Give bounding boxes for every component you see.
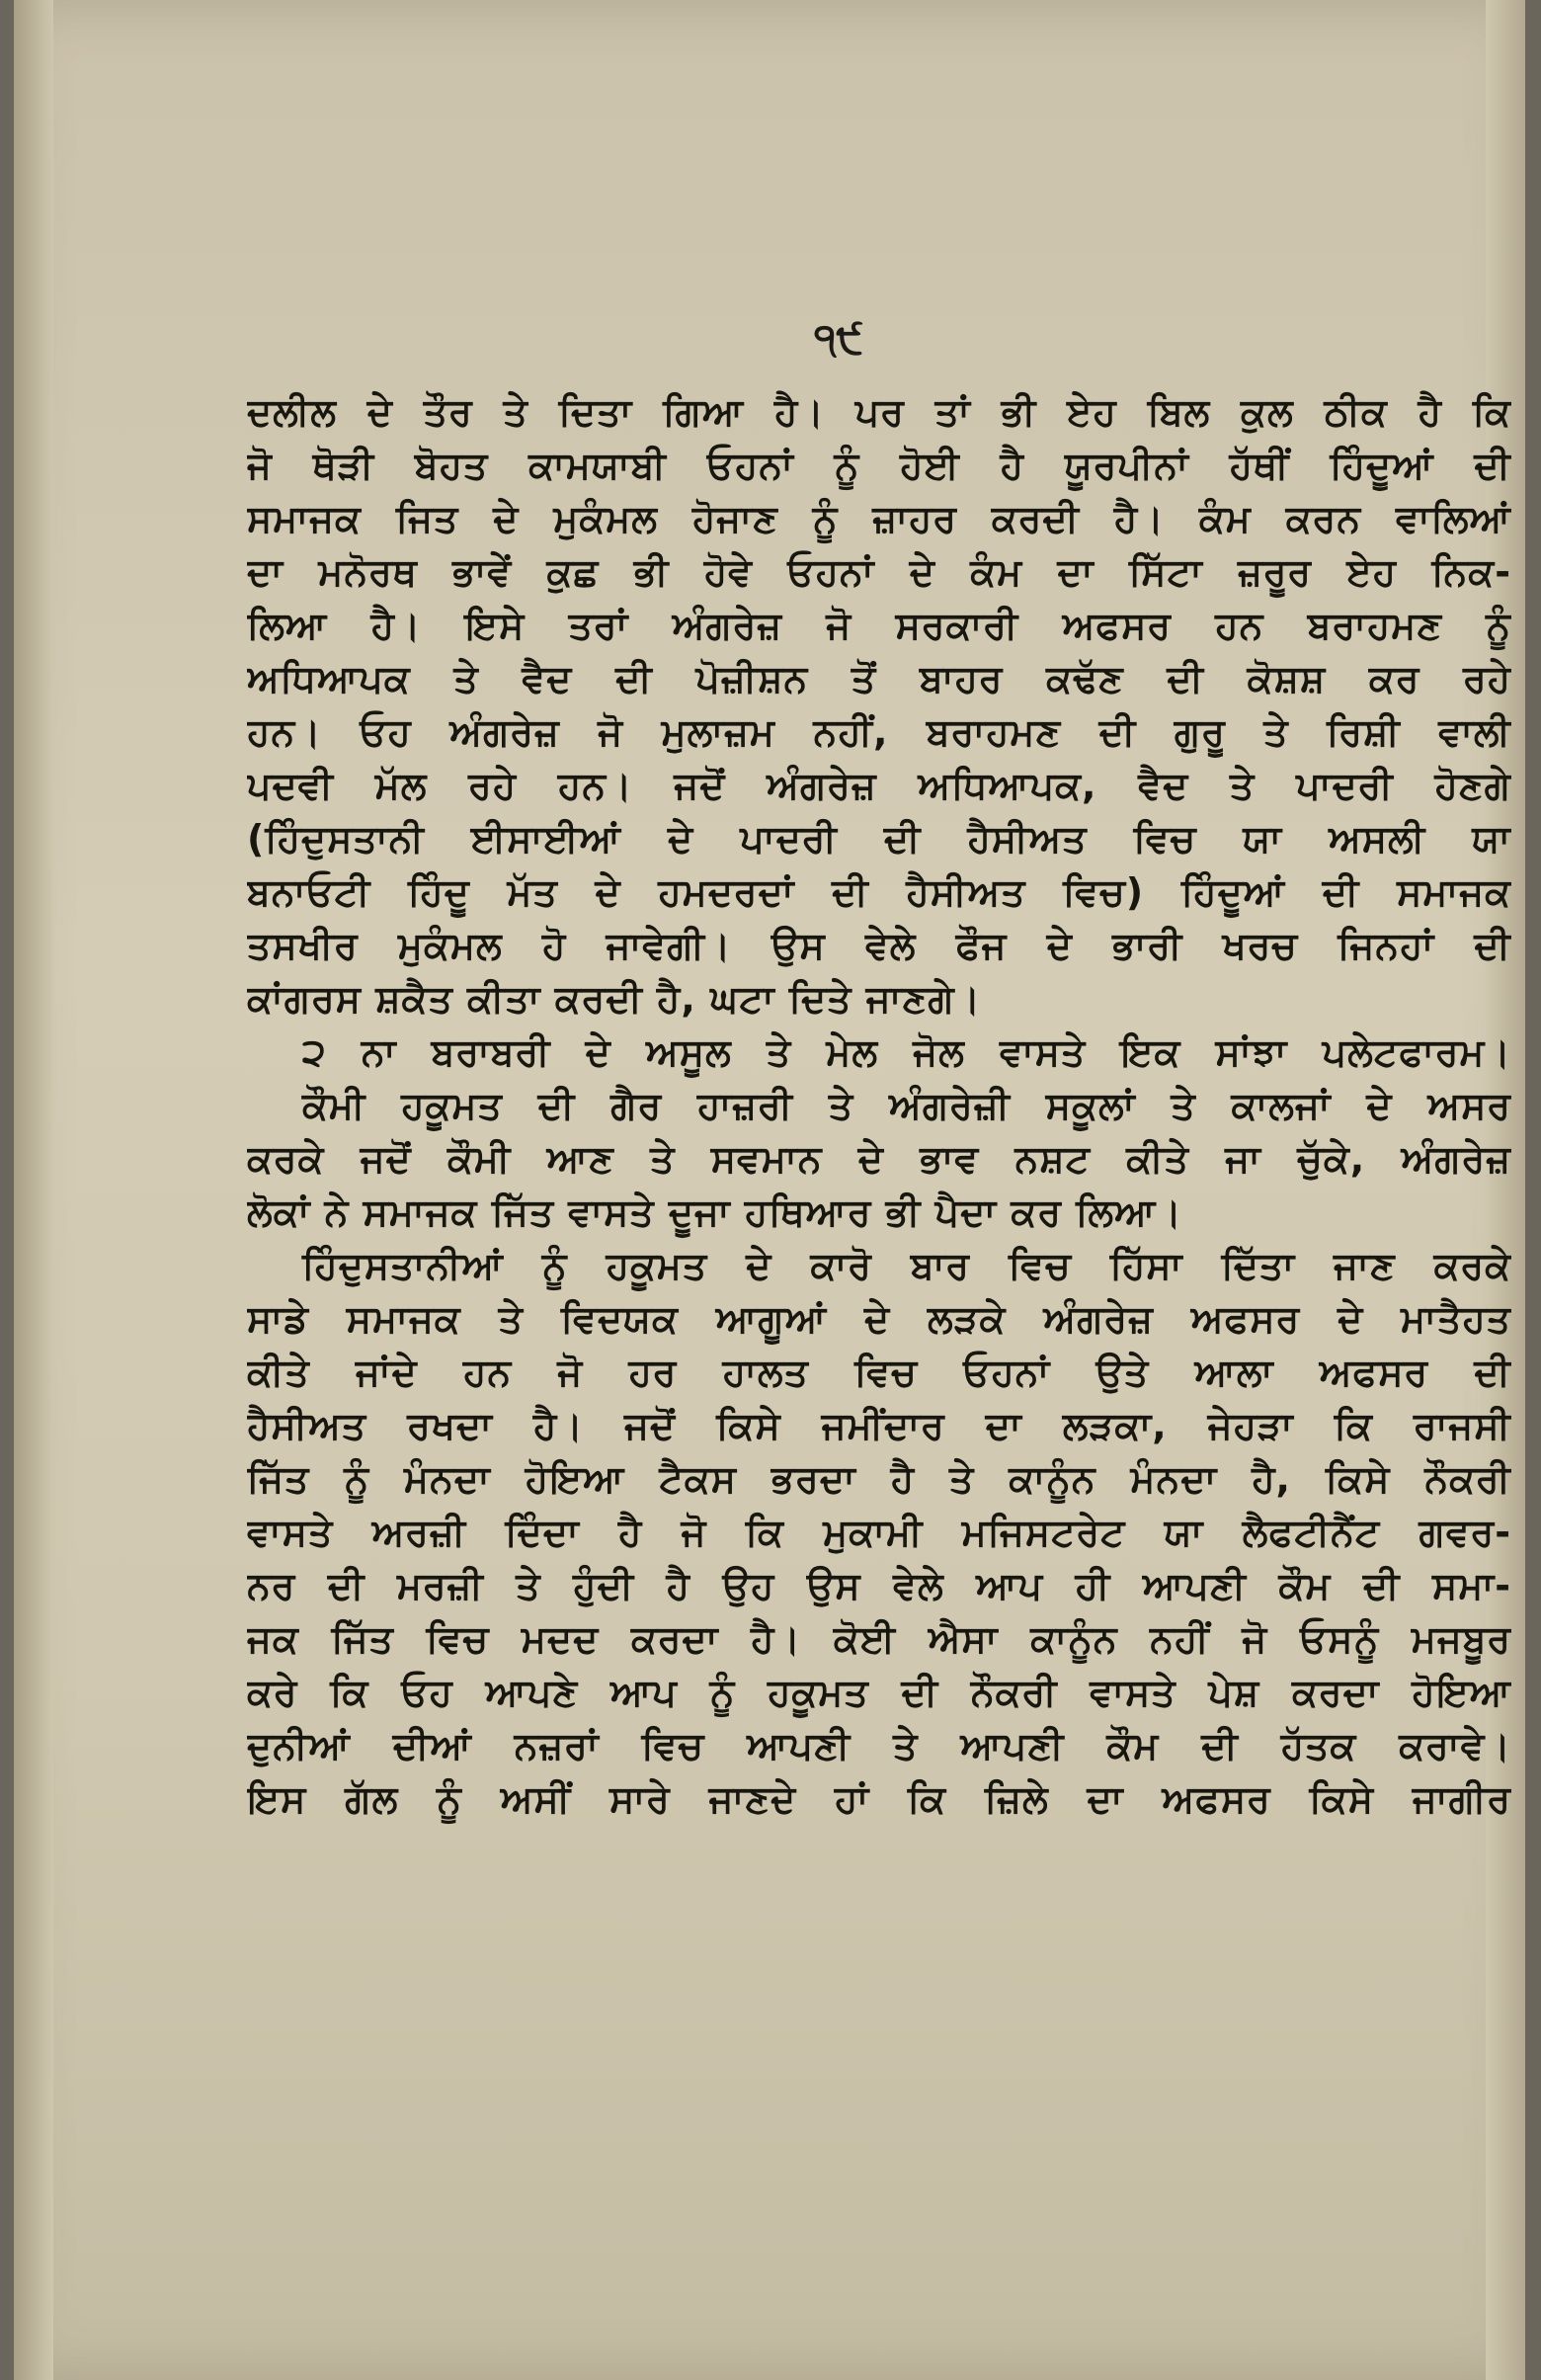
text-line: ਜੋ ਥੋੜੀ ਬੋਹਤ ਕਾਮਯਾਬੀ ਓਹਨਾਂ ਨੂੰ ਹੋਈ ਹੈ ਯੂਰਪੀਨਾਂ ਹੱਥੀਂ ਹਿੰਦੂਆਂ ਦੀ bbox=[247, 444, 1511, 487]
text-line: ਕੀਤੇ ਜਾਂਦੇ ਹਨ ਜੋ ਹਰ ਹਾਲਤ ਵਿਚ ਓਹਨਾਂ ਉਤੇ ਆਲਾ ਅਫਸਰ ਦੀ bbox=[247, 1351, 1511, 1394]
text-line: ਦਲੀਲ ਦੇ ਤੌਰ ਤੇ ਦਿਤਾ ਗਿਆ ਹੈ। ਪਰ ਤਾਂ ਭੀ ਏਹ ਬਿਲ ਕੁਲ ਠੀਕ ਹੈ ਕਿ bbox=[247, 390, 1511, 434]
text-line: ਜਕ ਜਿੱਤ ਵਿਚ ਮਦਦ ਕਰਦਾ ਹੈ। ਕੋਈ ਐਸਾ ਕਾਨੂੰਨ ਨਹੀਂ ਜੋ ਓਸਨੂੰ ਮਜਬੂਰ bbox=[247, 1617, 1511, 1661]
page-edge-left bbox=[14, 0, 53, 2380]
text-line: ਹਨ। ਓਹ ਅੰਗਰੇਜ਼ ਜੋ ਮੁਲਾਜ਼ਮ ਨਹੀਂ, ਬਰਾਹਮਣ ਦੀ ਗੁਰੂ ਤੇ ਰਿਸ਼ੀ ਵਾਲੀ bbox=[247, 710, 1511, 754]
paragraph-start-line: ਕੌਮੀ ਹਕੂਮਤ ਦੀ ਗੈਰ ਹਾਜ਼ਰੀ ਤੇ ਅੰਗਰੇਜ਼ੀ ਸਕੂਲਾਂ ਤੇ ਕਾਲਜਾਂ ਦੇ ਅਸਰ bbox=[302, 1084, 1511, 1127]
text-line: ਨਰ ਦੀ ਮਰਜ਼ੀ ਤੇ ਹੁੰਦੀ ਹੈ ਉਹ ਉਸ ਵੇਲੇ ਆਪ ਹੀ ਆਪਣੀ ਕੌਮ ਦੀ ਸਮਾ- bbox=[247, 1564, 1511, 1607]
text-line: ਹੈਸੀਅਤ ਰਖਦਾ ਹੈ। ਜਦੋਂ ਕਿਸੇ ਜਮੀਂਦਾਰ ਦਾ ਲੜਕਾ, ਜੇਹੜਾ ਕਿ ਰਾਜਸੀ bbox=[247, 1404, 1511, 1447]
text-line: ਇਸ ਗੱਲ ਨੂੰ ਅਸੀਂ ਸਾਰੇ ਜਾਣਦੇ ਹਾਂ ਕਿ ਜ਼ਿਲੇ ਦਾ ਅਫਸਰ ਕਿਸੇ ਜਾਗੀਰ bbox=[247, 1777, 1511, 1821]
page-number: ੧੯ bbox=[813, 314, 864, 363]
text-line: ਲਿਆ ਹੈ। ਇਸੇ ਤਰਾਂ ਅੰਗਰੇਜ਼ ਜੋ ਸਰਕਾਰੀ ਅਫਸਰ ਹਨ ਬਰਾਹਮਣ ਨੂੰ bbox=[247, 604, 1511, 647]
text-line: (ਹਿੰਦੁਸਤਾਨੀ ਈਸਾਈਆਂ ਦੇ ਪਾਦਰੀ ਦੀ ਹੈਸੀਅਤ ਵਿਚ ਯਾ ਅਸਲੀ ਯਾ bbox=[247, 817, 1511, 861]
body-text bbox=[247, 385, 1511, 1826]
text-line: ਸਮਾਜਕ ਜਿਤ ਦੇ ਮੁਕੰਮਲ ਹੋਜਾਣ ਨੂੰ ਜ਼ਾਹਰ ਕਰਦੀ ਹੈ। ਕੰਮ ਕਰਨ ਵਾਲਿਆਂ bbox=[247, 497, 1511, 540]
book-page bbox=[14, 0, 1525, 2380]
text-line: ਅਧਿਆਪਕ ਤੇ ਵੈਦ ਦੀ ਪੋਜ਼ੀਸ਼ਨ ਤੋਂ ਬਾਹਰ ਕਢੱਣ ਦੀ ਕੋਸ਼ਸ਼ ਕਰ ਰਹੇ bbox=[247, 657, 1511, 700]
text-line: ਕਰਕੇ ਜਦੋਂ ਕੌਮੀ ਆਣ ਤੇ ਸਵਮਾਨ ਦੇ ਭਾਵ ਨਸ਼ਟ ਕੀਤੇ ਜਾ ਚੁੱਕੇ, ਅੰਗਰੇਜ਼ bbox=[247, 1137, 1511, 1181]
text-line: ਪਦਵੀ ਮੱਲ ਰਹੇ ਹਨ। ਜਦੋਂ ਅੰਗਰੇਜ਼ ਅਧਿਆਪਕ, ਵੈਦ ਤੇ ਪਾਦਰੀ ਹੋਣਗੇ bbox=[247, 764, 1511, 807]
text-line: ਬਨਾਓਟੀ ਹਿੰਦੂ ਮੱਤ ਦੇ ਹਮਦਰਦਾਂ ਦੀ ਹੈਸੀਅਤ ਵਿਚ) ਹਿੰਦੂਆਂ ਦੀ ਸਮਾਜਕ bbox=[247, 870, 1511, 914]
text-line: ਵਾਸਤੇ ਅਰਜ਼ੀ ਦਿੰਦਾ ਹੈ ਜੋ ਕਿ ਮੁਕਾਮੀ ਮਜਿਸਟਰੇਟ ਯਾ ਲੈਫਟੀਨੈਂਟ ਗਵਰ- bbox=[247, 1511, 1511, 1554]
paragraph-start-line: ਹਿੰਦੁਸਤਾਨੀਆਂ ਨੂੰ ਹਕੂਮਤ ਦੇ ਕਾਰੋ ਬਾਰ ਵਿਚ ਹਿੱਸਾ ਦਿੱਤਾ ਜਾਣ ਕਰਕੇ bbox=[302, 1244, 1511, 1287]
text-line: ਕਰੇ ਕਿ ਓਹ ਆਪਣੇ ਆਪ ਨੂੰ ਹਕੂਮਤ ਦੀ ਨੌਕਰੀ ਵਾਸਤੇ ਪੇਸ਼ ਕਰਦਾ ਹੋਇਆ bbox=[247, 1671, 1511, 1714]
text-line: ਜਿੱਤ ਨੂੰ ਮੰਨਦਾ ਹੋਇਆ ਟੈਕਸ ਭਰਦਾ ਹੈ ਤੇ ਕਾਨੂੰਨ ਮੰਨਦਾ ਹੈ, ਕਿਸੇ ਨੌਕਰੀ bbox=[247, 1457, 1511, 1501]
text-line: ਦੁਨੀਆਂ ਦੀਆਂ ਨਜ਼ਰਾਂ ਵਿਚ ਆਪਣੀ ਤੇ ਆਪਣੀ ਕੌਮ ਦੀ ਹੱਤਕ ਕਰਾਵੇ। bbox=[247, 1724, 1511, 1767]
text-line: ਸਾਡੇ ਸਮਾਜਕ ਤੇ ਵਿਦਯਕ ਆਗੂਆਂ ਦੇ ਲੜਕੇ ਅੰਗਰੇਜ਼ ਅਫਸਰ ਦੇ ਮਾਤੈਹਤ bbox=[247, 1297, 1511, 1341]
section-heading-line: ੨ ਨਾ ਬਰਾਬਰੀ ਦੇ ਅਸੂਲ ਤੇ ਮੇਲ ਜੋਲ ਵਾਸਤੇ ਇਕ ਸਾਂਝਾ ਪਲੇਟਫਾਰਮ। bbox=[302, 1030, 1511, 1074]
text-line: ਕਾਂਗਰਸ ਸ਼ਕੈਤ ਕੀਤਾ ਕਰਦੀ ਹੈ, ਘਟਾ ਦਿਤੇ ਜਾਣਗੇ। bbox=[247, 977, 982, 1021]
text-line: ਦਾ ਮਨੋਰਥ ਭਾਵੇਂ ਕੁਛ ਭੀ ਹੋਵੇ ਓਹਨਾਂ ਦੇ ਕੰਮ ਦਾ ਸਿੱਟਾ ਜ਼ਰੂਰ ਏਹ ਨਿਕ- bbox=[247, 550, 1511, 594]
text-line: ਲੋਕਾਂ ਨੇ ਸਮਾਜਕ ਜਿੱਤ ਵਾਸਤੇ ਦੂਜਾ ਹਥਿਆਰ ਭੀ ਪੈਦਾ ਕਰ ਲਿਆ। bbox=[247, 1190, 1182, 1234]
text-line: ਤਸਖੀਰ ਮੁਕੰਮਲ ਹੋ ਜਾਵੇਗੀ। ਉਸ ਵੇਲੇ ਫੌਜ ਦੇ ਭਾਰੀ ਖਰਚ ਜਿਨਹਾਂ ਦੀ bbox=[247, 924, 1511, 967]
